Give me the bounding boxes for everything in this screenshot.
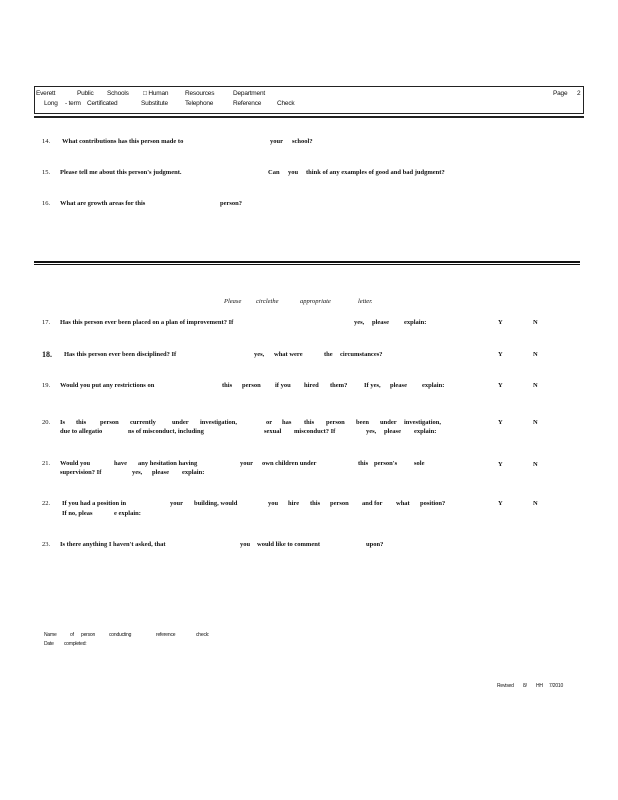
page-label: Page <box>553 90 568 97</box>
question-text: your <box>270 138 283 145</box>
no-option[interactable]: N <box>533 500 538 507</box>
header-word: Everett <box>36 90 56 97</box>
question-text: yes, <box>354 319 365 326</box>
question-text: this <box>304 419 315 426</box>
question-text: hire <box>288 500 300 507</box>
question-text: Can <box>268 169 280 176</box>
header-word: Long <box>44 100 58 107</box>
question-text: investigation, <box>404 419 442 426</box>
question-text: hired <box>304 382 319 389</box>
no-option[interactable]: N <box>533 382 538 389</box>
question-text: please <box>384 428 401 435</box>
footer-word: of <box>70 632 74 638</box>
yes-option[interactable]: Y <box>498 319 503 326</box>
header-word: Schools <box>107 90 129 97</box>
instruction-word: letter. <box>358 298 373 305</box>
question-text: what <box>396 500 410 507</box>
yes-option[interactable]: Y <box>498 419 503 426</box>
yes-option[interactable]: Y <box>498 382 503 389</box>
header-word: Public <box>77 90 94 97</box>
question-number: 22. <box>42 500 51 507</box>
form-header <box>34 86 584 114</box>
question-text: you <box>268 500 279 507</box>
footer-word: 8/ <box>523 683 527 689</box>
header-word: Certificated <box>87 100 118 107</box>
header-word: Department <box>233 90 265 97</box>
page-number: 2 <box>577 90 581 97</box>
section-divider-thin <box>34 264 580 265</box>
section-divider <box>34 261 580 263</box>
question-text: supervision? If <box>60 469 102 476</box>
footer-word: conducting <box>109 632 132 638</box>
question-text: school? <box>292 138 313 145</box>
yes-option[interactable]: Y <box>498 500 503 507</box>
question-number: 16. <box>42 200 51 207</box>
question-text: own children under <box>262 460 317 467</box>
question-text: person's <box>374 460 398 467</box>
question-text: explain: <box>414 428 437 435</box>
question-text: this <box>222 382 233 389</box>
question-text: if you <box>275 382 291 389</box>
question-text: yes, <box>132 469 143 476</box>
question-text: yes, <box>366 428 377 435</box>
question-text: you <box>240 541 251 548</box>
question-text: circumstances? <box>340 351 383 358</box>
question-text: investigation, <box>200 419 238 426</box>
question-text: explain: <box>404 319 427 326</box>
footer-word: completed: <box>64 641 87 647</box>
question-text: them? <box>330 382 348 389</box>
question-text: person <box>326 419 345 426</box>
header-word: Reference <box>233 100 262 107</box>
question-text: this <box>358 460 369 467</box>
question-text: what were <box>274 351 303 358</box>
footer-word: 7/2010 <box>549 683 564 689</box>
question-text: under <box>172 419 189 426</box>
no-option[interactable]: N <box>533 351 538 358</box>
question-number: 18. <box>42 350 52 359</box>
header-word: Telephone <box>185 100 214 107</box>
header-word: Substitute <box>141 100 168 107</box>
question-text: person? <box>220 200 243 207</box>
header-word: Check <box>277 100 295 107</box>
question-text: sexual <box>264 428 282 435</box>
question-text: Is <box>60 419 66 426</box>
no-option[interactable]: N <box>533 419 538 426</box>
question-text: would like to comment <box>257 541 321 548</box>
question-text: explain: <box>422 382 445 389</box>
yes-option[interactable]: Y <box>498 461 503 468</box>
instruction-word: appropriate <box>300 298 331 305</box>
question-text: any hesitation having <box>138 460 198 467</box>
question-number: 15. <box>42 169 51 176</box>
question-text: person <box>100 419 119 426</box>
question-text: position? <box>420 500 446 507</box>
question-text: Has this person ever been placed on a plan of improvement? If <box>60 319 234 326</box>
question-text: building, would <box>194 500 238 507</box>
question-text: If you had a position in <box>62 500 127 507</box>
question-text: you <box>288 169 299 176</box>
question-text: Has this person ever been disciplined? If <box>64 351 177 358</box>
question-text: explain: <box>182 469 205 476</box>
question-text: If yes, <box>364 382 381 389</box>
question-number: 23. <box>42 541 51 548</box>
question-text: have <box>114 460 127 467</box>
question-text: please <box>372 319 389 326</box>
question-text: yes, <box>254 351 265 358</box>
header-word: Resources <box>185 90 215 97</box>
question-text: or <box>266 419 273 426</box>
question-text: your <box>170 500 183 507</box>
header-word: - term <box>65 100 81 107</box>
question-text: person <box>242 382 261 389</box>
question-text: misconduct? If <box>294 428 336 435</box>
question-text: If no, pleas <box>62 510 93 517</box>
question-text: due to allegatio <box>60 428 103 435</box>
header-word: □ Human <box>143 90 169 97</box>
question-text: Would you put any restrictions on <box>60 382 155 389</box>
question-number: 20. <box>42 419 51 426</box>
instruction-word: circlethe <box>256 298 279 305</box>
footer-word: Revised <box>497 683 514 689</box>
question-text: this <box>310 500 321 507</box>
question-text: please <box>390 382 407 389</box>
question-text: Is there anything I haven't asked, that <box>60 541 166 548</box>
question-text: ns of misconduct, including <box>128 428 204 435</box>
question-text: Would you <box>60 460 91 467</box>
question-text: currently <box>130 419 156 426</box>
question-number: 17. <box>42 319 51 326</box>
no-option[interactable]: N <box>533 461 538 468</box>
question-text: has <box>282 419 292 426</box>
question-text: e explain: <box>114 510 141 517</box>
footer-word: check: <box>196 632 210 638</box>
question-text: and for <box>362 500 383 507</box>
footer-word: person <box>81 632 96 638</box>
question-number: 21. <box>42 460 51 467</box>
question-text: What are growth areas for this <box>60 200 146 207</box>
question-text: please <box>152 469 169 476</box>
question-text: been <box>356 419 369 426</box>
no-option[interactable]: N <box>533 319 538 326</box>
footer-word: HH <box>536 683 543 689</box>
question-number: 19. <box>42 382 51 389</box>
yes-option[interactable]: Y <box>498 351 503 358</box>
question-text: think of any examples of good and bad judgment? <box>306 169 445 176</box>
footer-word: Date <box>44 641 54 647</box>
question-text: sole <box>414 460 425 467</box>
question-text: the <box>324 351 333 358</box>
footer-word: reference <box>156 632 176 638</box>
question-text: Please tell me about this person's judgment. <box>60 169 182 176</box>
header-rule <box>34 116 584 118</box>
question-text: What contributions has this person made to <box>62 138 184 145</box>
question-text: your <box>240 460 253 467</box>
question-text: this <box>76 419 87 426</box>
question-text: under <box>380 419 397 426</box>
question-text: person <box>330 500 349 507</box>
instruction-word: Please <box>224 298 242 305</box>
footer-word: Name <box>44 632 57 638</box>
question-text: upon? <box>366 541 384 548</box>
question-number: 14. <box>42 138 51 145</box>
